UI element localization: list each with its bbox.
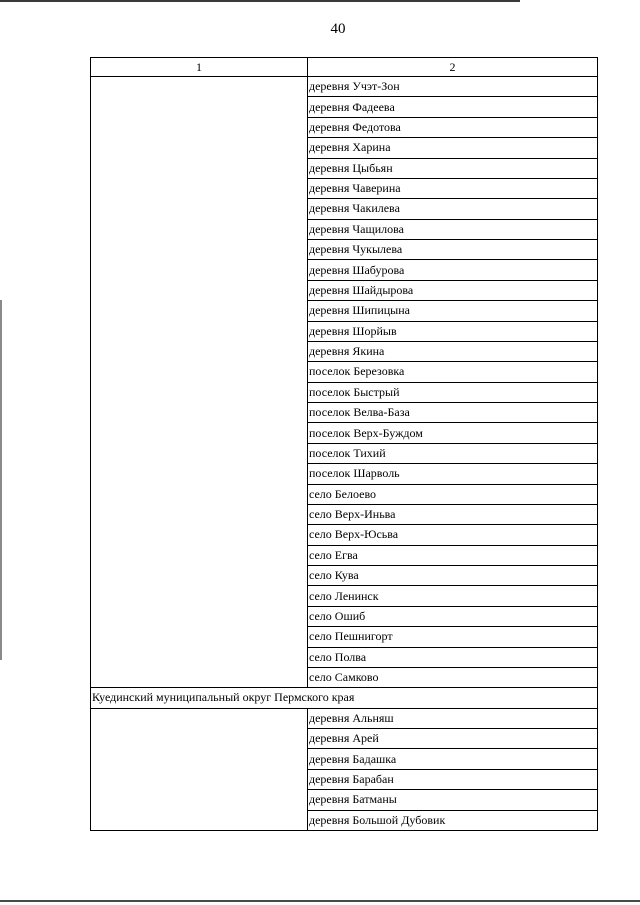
settlement-cell: деревня Чащилова: [308, 219, 598, 239]
table-row: [91, 77, 598, 97]
settlement-cell: деревня Батманы: [308, 790, 598, 810]
settlement-cell: деревня Большой Дубовик: [308, 810, 598, 830]
settlement-cell: деревня Чакилева: [308, 199, 598, 219]
settlement-cell: село Самково: [308, 667, 598, 687]
settlement-cell: деревня Бадашка: [308, 749, 598, 769]
settlement-cell: деревня Цыбьян: [308, 158, 598, 178]
column-1-cell: [91, 77, 308, 688]
scan-edge-left: [0, 300, 2, 660]
settlement-cell: поселок Быстрый: [308, 382, 598, 402]
district-name: Куединский муниципальный округ Пермского края: [91, 688, 598, 708]
header-column-2: 2: [308, 58, 598, 77]
settlement-cell: село Верх-Иньва: [308, 504, 598, 524]
settlement-cell: деревня Харина: [308, 138, 598, 158]
settlement-cell: поселок Велва-База: [308, 403, 598, 423]
column-1-cell: [91, 708, 308, 830]
settlement-cell: деревня Фадеева: [308, 97, 598, 117]
settlement-cell: деревня Чукылева: [308, 240, 598, 260]
settlement-cell: деревня Якина: [308, 341, 598, 361]
table-row: [91, 708, 598, 728]
settlement-cell: поселок Тихий: [308, 443, 598, 463]
settlement-cell: поселок Шарволь: [308, 464, 598, 484]
settlement-cell: поселок Березовка: [308, 362, 598, 382]
settlement-cell: деревня Альняш: [308, 708, 598, 728]
settlement-cell: деревня Арей: [308, 729, 598, 749]
settlement-cell: село Ошиб: [308, 606, 598, 626]
settlement-cell: село Верх-Юсьва: [308, 525, 598, 545]
settlement-cell: поселок Верх-Буждом: [308, 423, 598, 443]
settlement-cell: село Кува: [308, 566, 598, 586]
table-header-row: [91, 58, 598, 77]
settlement-cell: село Ленинск: [308, 586, 598, 606]
settlement-cell: село Белоево: [308, 484, 598, 504]
settlement-cell: село Полва: [308, 647, 598, 667]
settlement-cell: деревня Шабурова: [308, 260, 598, 280]
page-number: 40: [330, 21, 346, 37]
settlement-cell: село Егва: [308, 545, 598, 565]
scan-edge-bottom: [0, 900, 640, 902]
settlement-cell: деревня Барабан: [308, 769, 598, 789]
settlement-cell: деревня Шайдырова: [308, 280, 598, 300]
header-column-1: 1: [91, 58, 308, 77]
scan-edge-top: [0, 0, 520, 2]
table-body: [91, 58, 598, 831]
settlement-cell: деревня Учэт-Зон: [308, 77, 598, 97]
settlements-table: [90, 57, 598, 831]
district-row: [91, 688, 598, 708]
settlement-cell: деревня Федотова: [308, 117, 598, 137]
settlement-cell: деревня Шипицына: [308, 301, 598, 321]
settlement-cell: деревня Шорйыв: [308, 321, 598, 341]
settlement-cell: село Пешнигорт: [308, 627, 598, 647]
settlement-cell: деревня Чаверина: [308, 178, 598, 198]
